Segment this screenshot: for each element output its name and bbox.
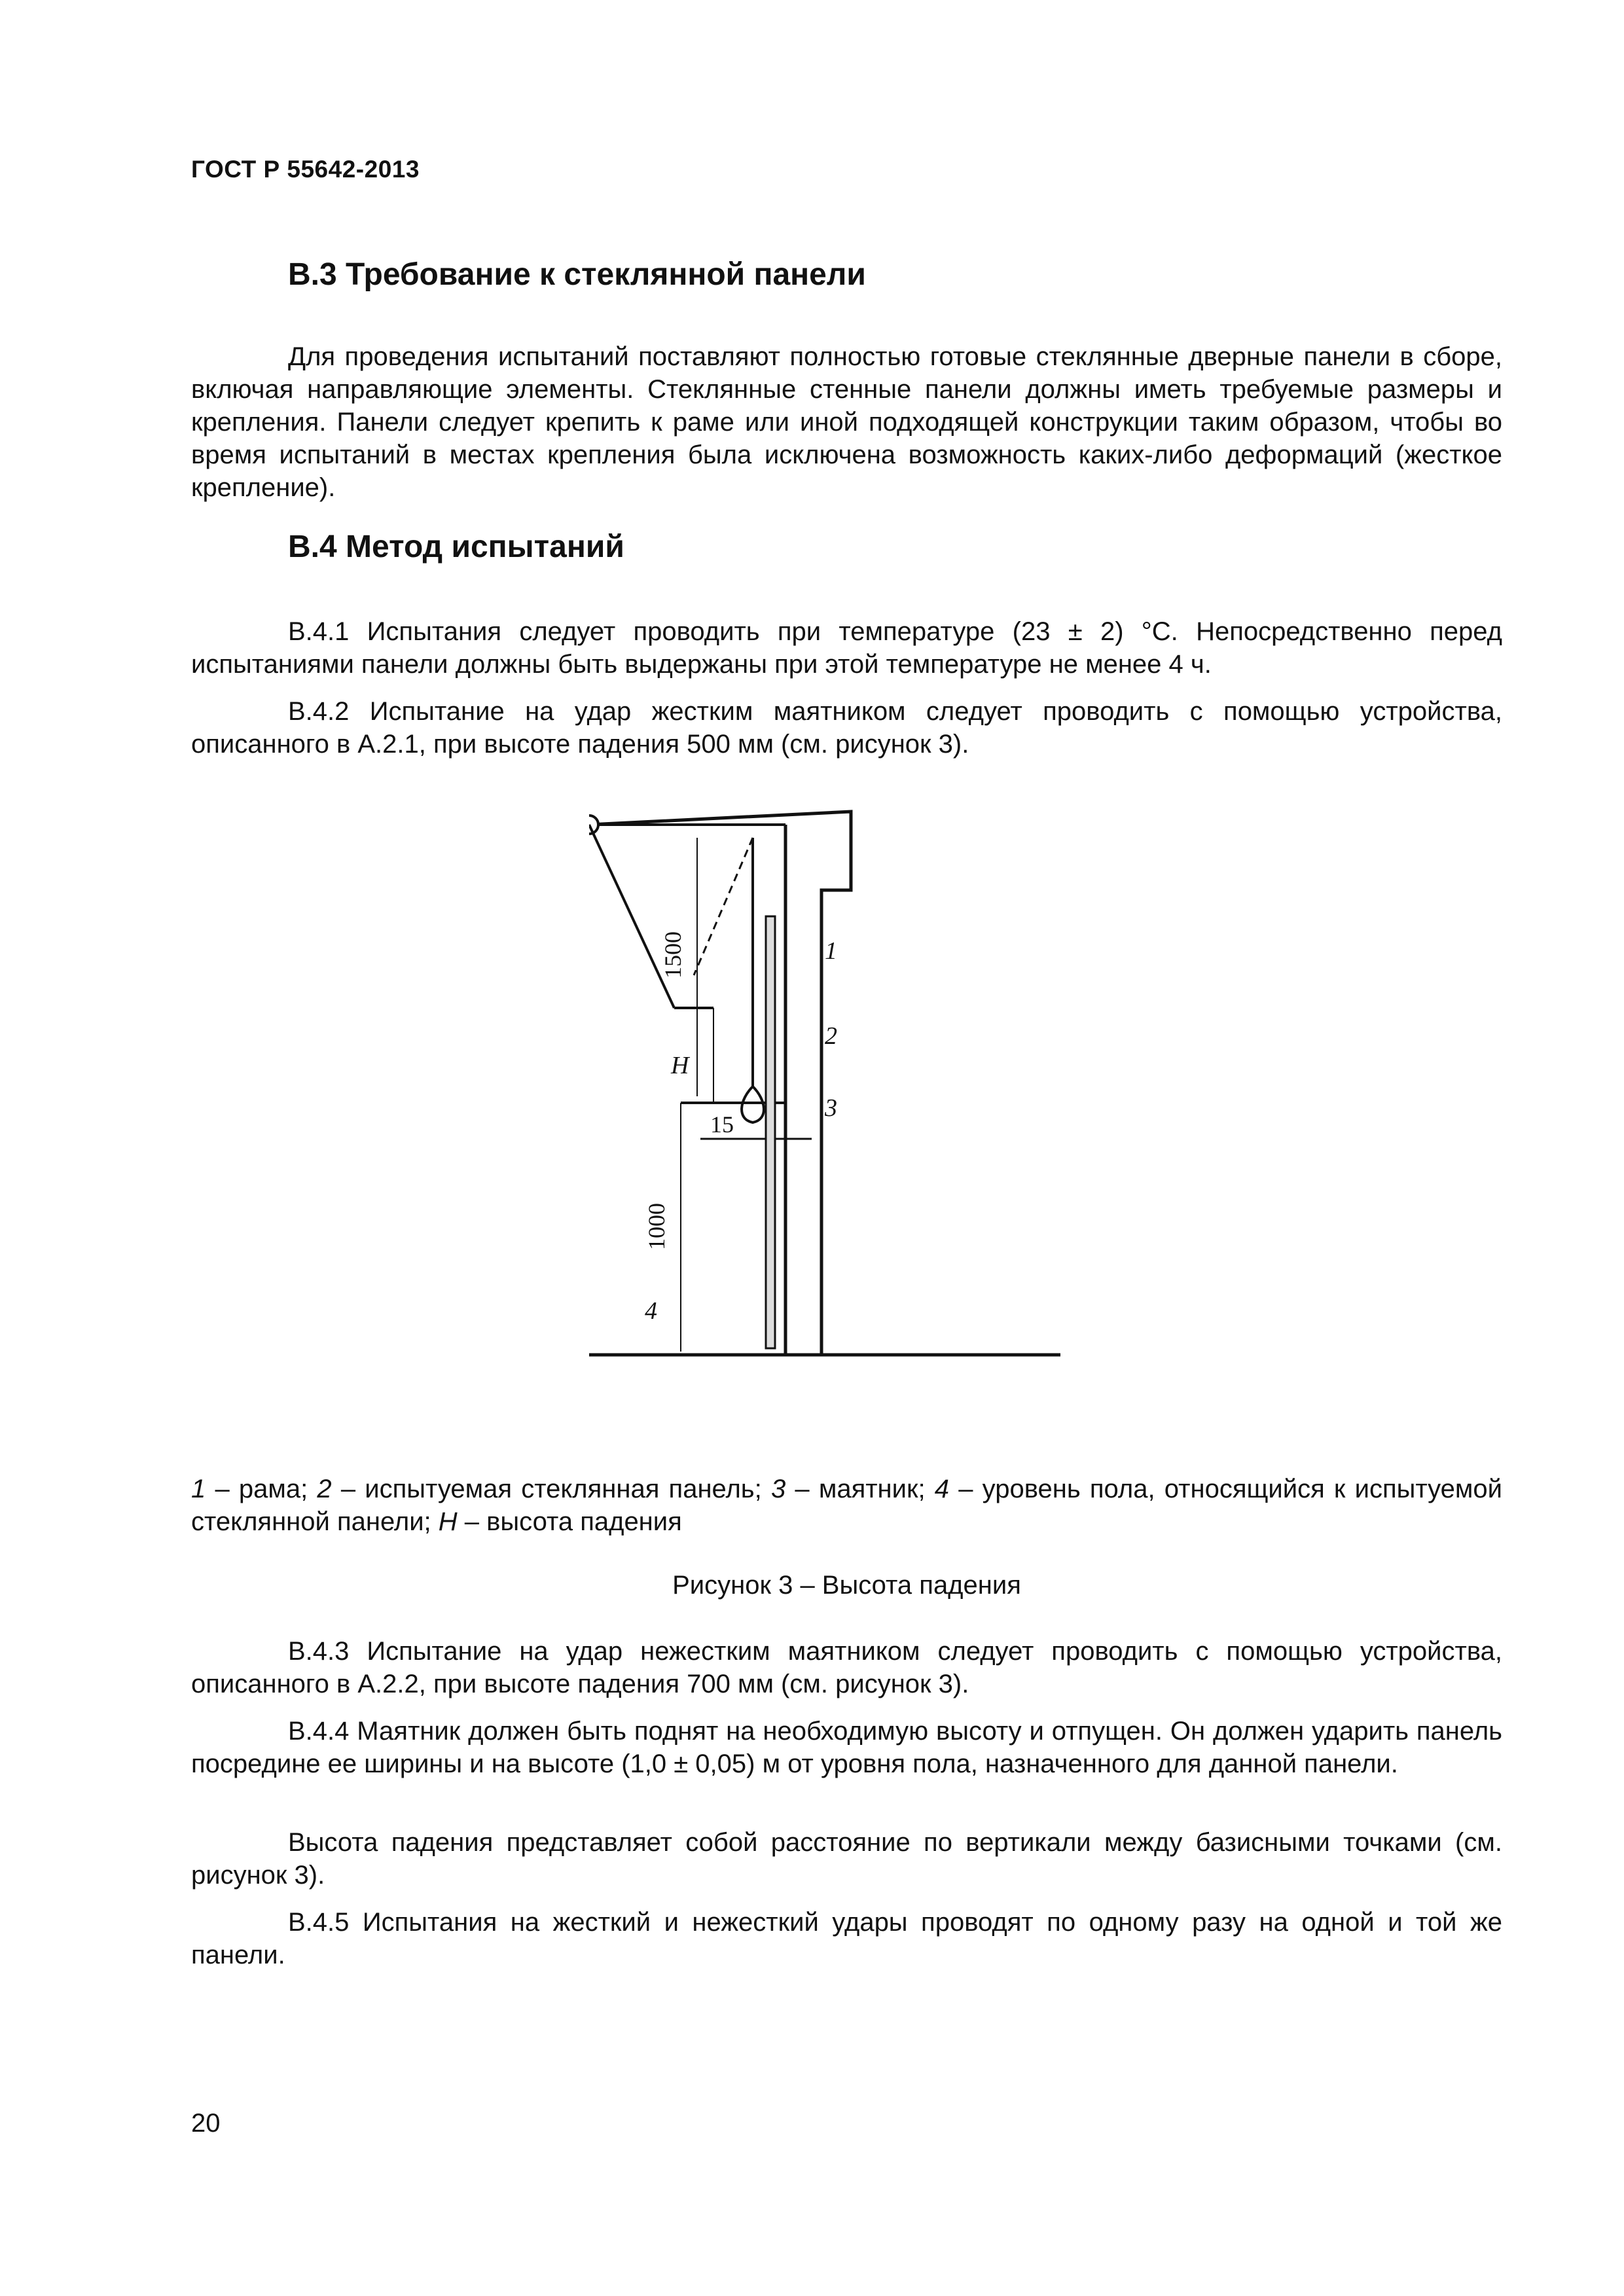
- paragraph-b44-extra: Высота падения представляет собой расстояние по вертикали между базисными точками (см. рисунок 3).: [191, 1828, 1502, 1890]
- legend-num-1: 1: [191, 1475, 206, 1503]
- section-b3-paragraph: Для проведения испытаний поставляют полностью готовые стеклянные дверные панели в сборе, включая направляющие элементы. Стеклянные стенные панели должны иметь требуемые размеры и крепления. Панели следует крепить к раме или иной подходящей конструкции таким образом, чтобы во время испытаний в местах крепления была исключена возможность каких-либо деформаций (жесткое крепление).: [191, 342, 1502, 502]
- pendulum-test-diagram: [589, 798, 1060, 1388]
- legend-text-2: – испытуемая стеклянная панель;: [331, 1475, 771, 1503]
- dim-1000: 1000: [643, 1203, 670, 1250]
- legend-text-4: – уровень пола, относящийся к испытуемой стеклянной панели;: [191, 1475, 1503, 1536]
- legend-text-1: – рама;: [206, 1475, 317, 1503]
- figure-caption: Рисунок 3 – Высота падения: [672, 1571, 1021, 1600]
- paragraph-b41: В.4.1 Испытания следует проводить при температуре (23 ± 2) °С. Непосредственно перед испытаниями панели должны быть выдержаны при этой температуре не менее 4 ч.: [191, 617, 1502, 679]
- label-h: H: [671, 1052, 689, 1079]
- paragraph-b45: В.4.5 Испытания на жесткий и нежесткий удары проводят по одному разу на одной и той же панели.: [191, 1908, 1502, 1969]
- label-3: 3: [825, 1094, 837, 1122]
- paragraph-b44: В.4.4 Маятник должен быть поднят на необходимую высоту и отпущен. Он должен ударить панель посредине ее ширины и на высоте (1,0 ± 0,05) м от уровня пола, назначенного для данной панели.: [191, 1717, 1502, 1778]
- legend-text-3: – маятник;: [785, 1475, 935, 1503]
- paragraph-b43: В.4.3 Испытание на удар нежестким маятником следует проводить с помощью устройства, описанного в А.2.2, при высоте падения 700 мм (см. рисунок 3).: [191, 1637, 1502, 1698]
- legend-num-h: H: [438, 1507, 458, 1536]
- section-b4-title: В.4 Метод испытаний: [288, 529, 624, 564]
- legend-num-3: 3: [770, 1475, 786, 1503]
- label-2: 2: [825, 1022, 837, 1050]
- glass-panel: [766, 916, 775, 1348]
- dim-1500: 1500: [660, 931, 686, 978]
- raised-pendulum-rope: [589, 825, 674, 1008]
- section-b3-title: В.3 Требование к стеклянной панели: [288, 257, 866, 292]
- page-number: 20: [191, 2109, 221, 2138]
- paragraph-b42: В.4.2 Испытание на удар жестким маятником следует проводить с помощью устройства, описанного в А.2.1, при высоте падения 500 мм (см. рисунок 3).: [191, 697, 1502, 759]
- label-1: 1: [825, 937, 837, 965]
- legend-num-2: 2: [317, 1475, 332, 1503]
- standard-header: ГОСТ Р 55642-2013: [191, 156, 420, 183]
- legend-text-h: – высота падения: [457, 1507, 682, 1536]
- dim-15: 15: [710, 1111, 734, 1138]
- legend-num-4: 4: [934, 1475, 950, 1503]
- figure-3-diagram: [589, 798, 1060, 1388]
- label-4: 4: [645, 1297, 657, 1325]
- pendulum-weight: [742, 1086, 764, 1122]
- dashed-swing-line: [694, 838, 753, 975]
- frame-outline: [589, 812, 851, 1355]
- figure-legend: [191, 1473, 1502, 1538]
